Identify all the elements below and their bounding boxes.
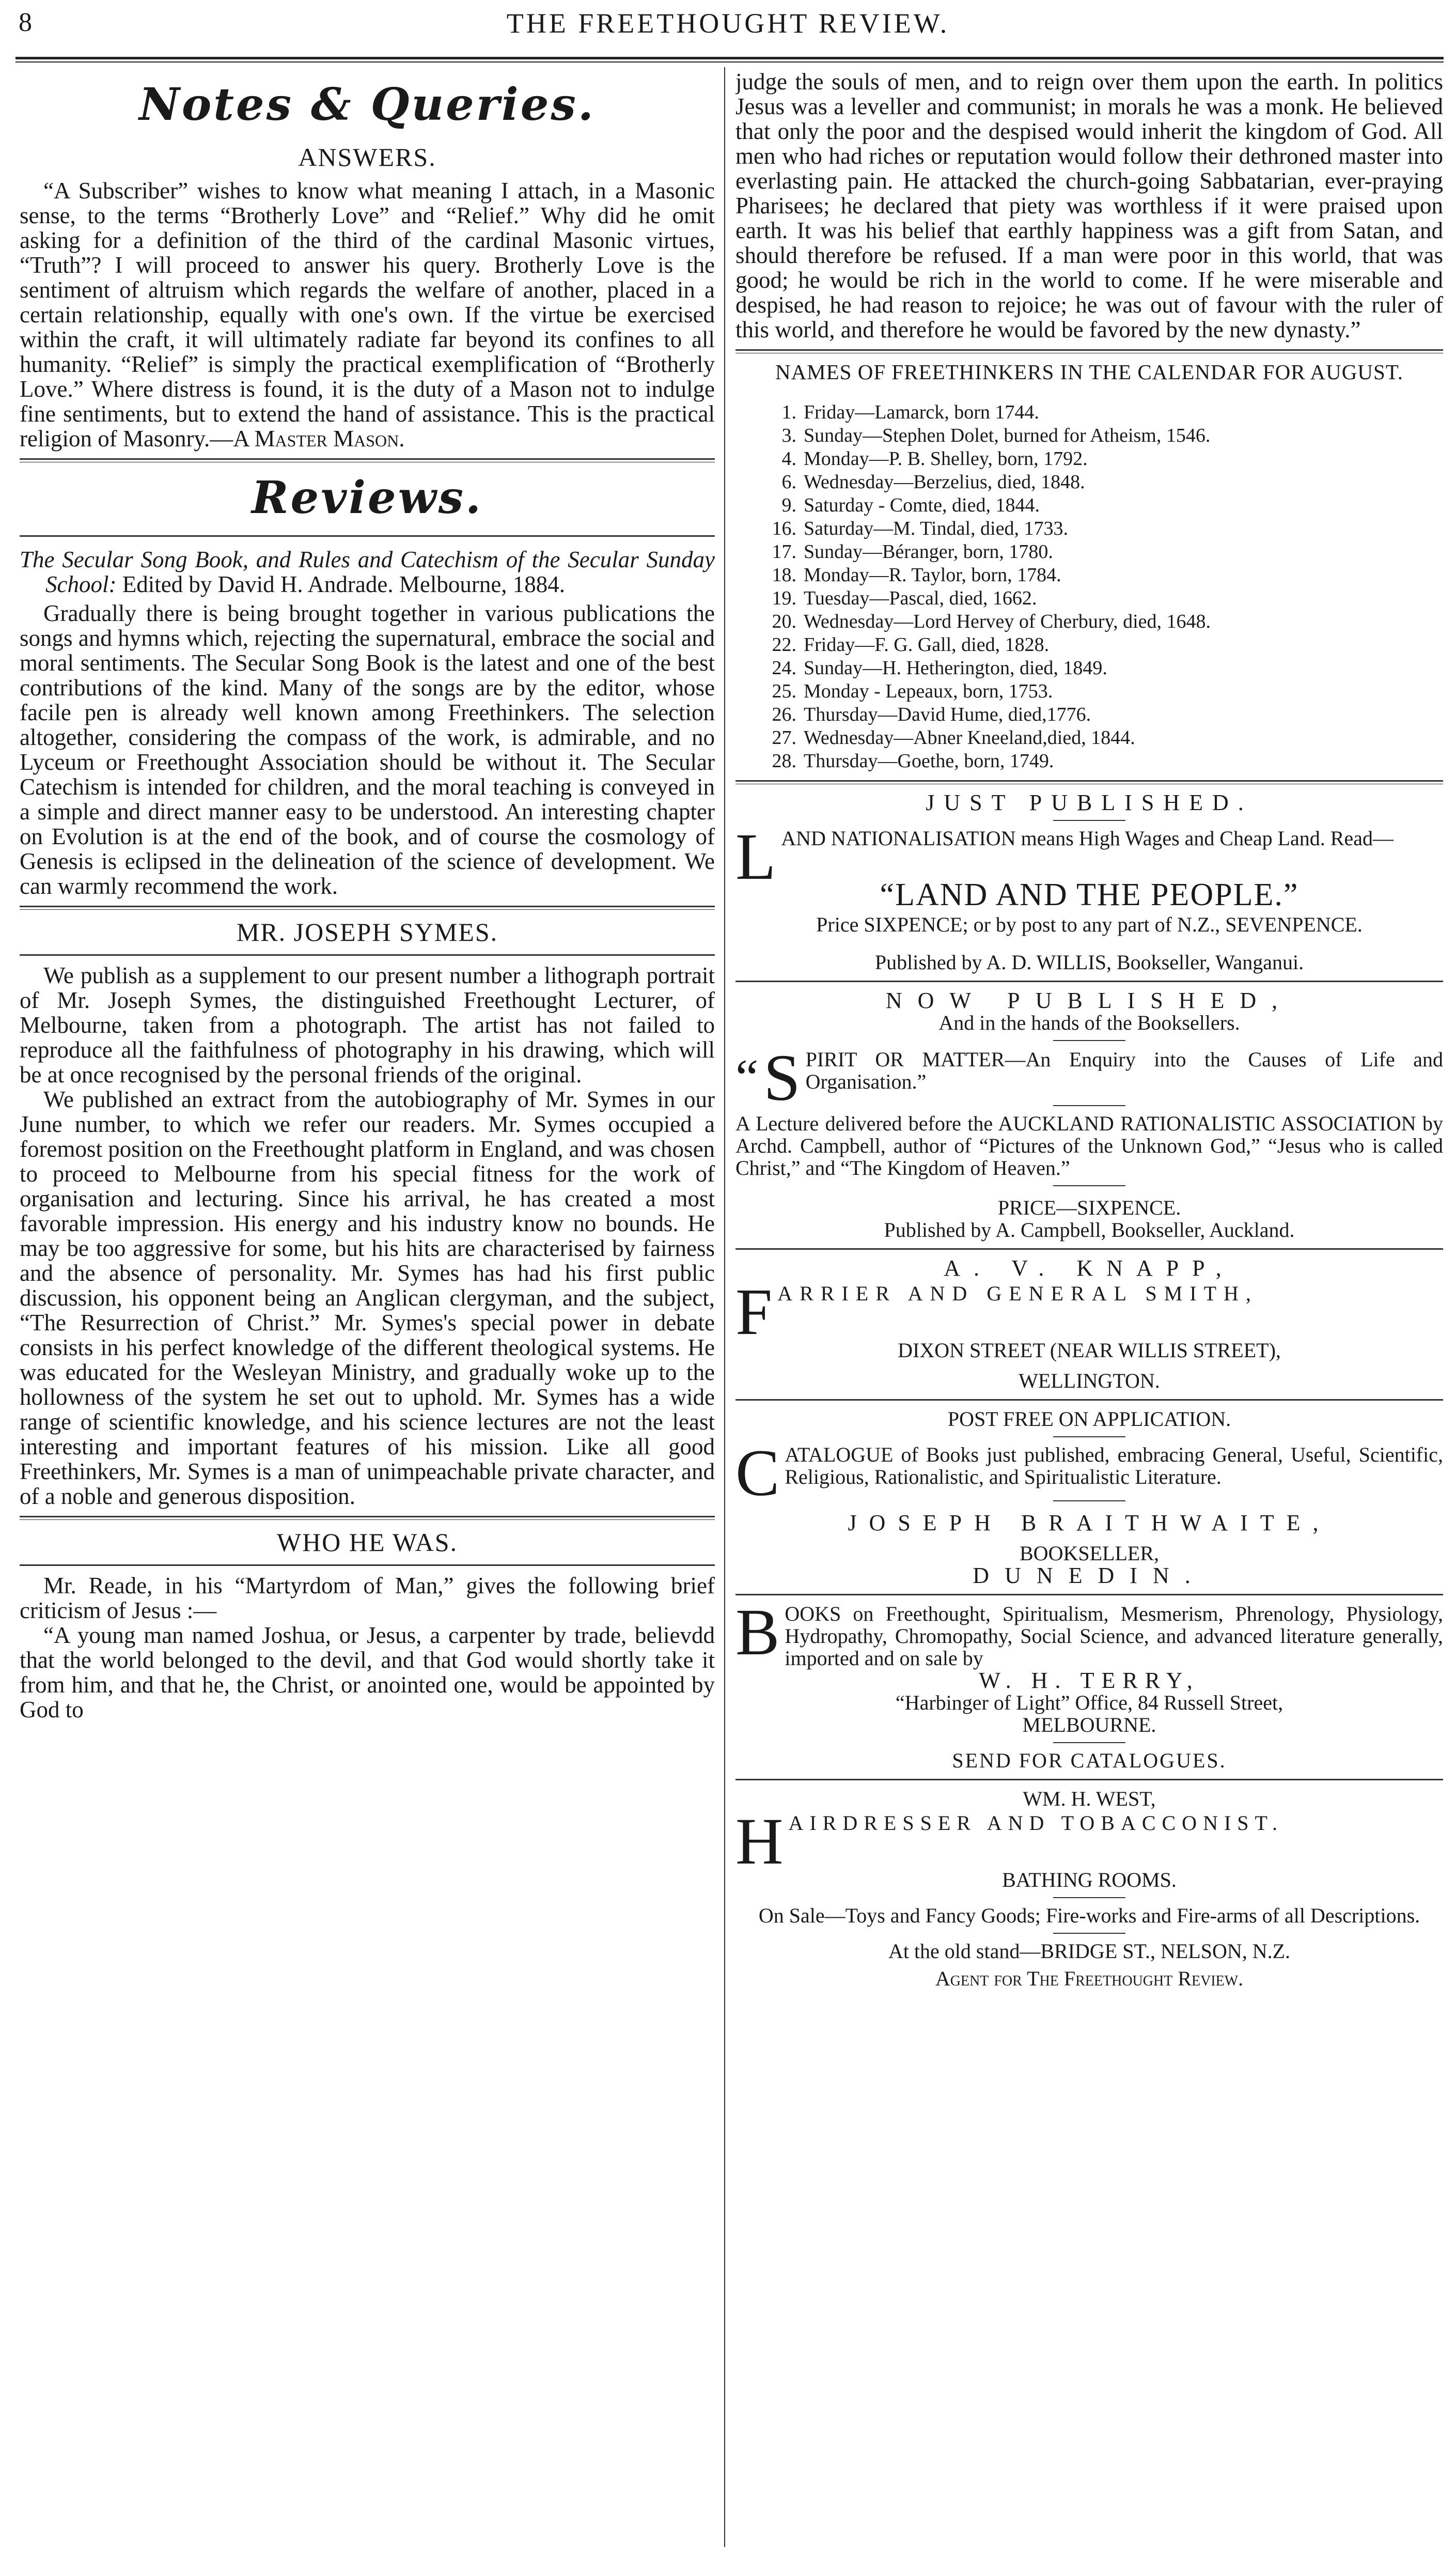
calendar-entry <box>765 633 1443 657</box>
calendar-entry <box>765 703 1443 726</box>
knapp-trade: ARRIER AND GENERAL SMITH, <box>777 1282 1258 1305</box>
calendar-text: Monday—R. Taylor, born, 1784. <box>804 564 1061 586</box>
short-rule <box>1053 1040 1125 1041</box>
section-rule <box>20 535 715 537</box>
spirit-dropcap: S <box>763 1041 801 1114</box>
symes-article <box>20 963 715 1509</box>
knapp-city: WELLINGTON. <box>1019 1369 1160 1392</box>
calendar-entry <box>765 750 1443 773</box>
calendar-entry <box>765 471 1443 494</box>
review-body <box>20 601 715 898</box>
section-rule <box>20 458 715 462</box>
west-dropcap: H <box>735 1805 784 1878</box>
calendar-entry <box>765 657 1443 680</box>
page-number: 8 <box>19 8 32 37</box>
knapp-address: DIXON STREET (NEAR WILLIS STREET), <box>898 1339 1281 1362</box>
west-agent: Agent for The Freethought Review. <box>935 1967 1244 1990</box>
terry-name: W. H. TERRY, <box>979 1668 1200 1693</box>
reviews-heading: Reviews. <box>252 472 483 524</box>
calendar-entry <box>765 517 1443 540</box>
calendar-text: Wednesday—Lord Hervey of Cherbury, died, 1648. <box>804 611 1211 632</box>
knapp-dropcap: F <box>735 1275 773 1348</box>
calendar-text: Wednesday—Berzelius, died, 1848. <box>804 471 1085 493</box>
calendar-text: Thursday—David Hume, died,1776. <box>804 704 1091 725</box>
catalogue-dropcap: C <box>735 1436 780 1510</box>
calendar-text: Sunday—H. Hetherington, died, 1849. <box>804 657 1107 679</box>
calendar-day: 3. <box>781 425 796 446</box>
short-rule <box>1053 1436 1125 1437</box>
section-rule <box>735 1399 1443 1401</box>
spirit-open-quote: “ <box>735 1049 759 1106</box>
who-he-was-article <box>20 1573 715 1722</box>
section-rule <box>735 1248 1443 1250</box>
section-rule <box>735 780 1443 784</box>
west-baths: BATHING ROOMS. <box>1002 1868 1177 1891</box>
calendar-day: 6. <box>781 471 796 493</box>
land-title: “LAND AND THE PEOPLE.” <box>880 877 1299 912</box>
braithwaite-city: DUNEDIN. <box>973 1563 1206 1588</box>
calendar-day: 28. <box>772 750 796 772</box>
calendar-day: 22. <box>772 634 796 656</box>
who-he-was-heading: WHO HE WAS. <box>276 1528 458 1557</box>
west-name: WM. H. WEST, <box>1023 1787 1156 1810</box>
now-published-sub: And in the hands of the Booksellers. <box>938 1011 1240 1034</box>
short-rule <box>1053 1933 1125 1934</box>
west-trade: AIRDRESSER AND TOBACCONIST. <box>788 1811 1283 1835</box>
calendar-entry <box>765 447 1443 471</box>
just-published-heading: JUST PUBLISHED. <box>926 790 1253 815</box>
journal-title: THE FREETHOUGHT REVIEW. <box>506 8 950 39</box>
calendar-day: 25. <box>772 680 796 702</box>
calendar-entry <box>765 424 1443 447</box>
west-stand: At the old stand—BRIDGE ST., NELSON, N.Z. <box>888 1939 1291 1963</box>
spirit-publisher: Published by A. Campbell, Bookseller, Auckland. <box>884 1218 1295 1241</box>
header-rule <box>15 57 1444 63</box>
land-dropcap: L <box>735 820 776 893</box>
column-divider <box>724 67 725 2547</box>
calendar-day: 20. <box>772 611 796 632</box>
answers-heading: ANSWERS. <box>298 143 436 172</box>
knapp-advertisement <box>735 1257 1443 1392</box>
calendar-entry <box>765 587 1443 610</box>
book-title: The Secular Song Book, and Rules and Catechism of the Secular Sunday School: <box>20 547 715 597</box>
review-text: Gradually there is being brought together in various publications the songs and hymns which, rejecting the supernatural, embrace the social and moral sentiments. The Secular Song Book is the latest and one of the best contributions of the kind. Many of the songs are by the editor, whose facile pen is already well known among Freethinkers. The selection altogether, considering the compass of the work, is admirable, and no Lyceum or Freethought Association should be without it. The Secular Catechism is intended for children, and the moral teaching is conveyed in a simple and direct manner easy to be understood. An interesting chapter on Evolution is at the end of the book, and of course the cosmology of Genesis is eclipsed in the delineation of the science of development. We can warmly recommend the work. <box>20 600 715 899</box>
who-he-was-quote-start: “A young man named Joshua, or Jesus, a carpenter by trade, believdd that the world belonged to the devil, and that God would shortly take it from him, and that he, the Christ, or anointed one, would be appointed by God to <box>20 1622 715 1722</box>
symes-heading: MR. JOSEPH SYMES. <box>236 918 498 946</box>
calendar-text: Wednesday—Abner Kneeland,died, 1844. <box>804 727 1135 749</box>
calendar-day: 19. <box>772 587 796 609</box>
spirit-title: PIRIT OR MATTER—An Enquiry into the Causes of Life and Organisation.” <box>805 1048 1443 1093</box>
spirit-advertisement <box>735 989 1443 1241</box>
calendar-day: 26. <box>772 704 796 725</box>
symes-paragraph-2: We published an extract from the autobiography of Mr. Symes in our June number, to which we refer our readers. Mr. Symes occupied a foremost position on the Freethought platform in England, and was chosen to proceed to Melbourne from his special fitness for the work of organisation and lecturing. Since his arrival, he has created a most favorable impression. His energy and his industry know no bounds. He may be too aggressive for some, but his hits are characterised by fairness and the absence of personality. Mr. Symes has had his first public discussion, his opponent being an Anglican clergyman, and the subject, “The Resurrection of Christ.” Mr. Symes's special power in debate consists in his perfect knowledge of the different theological systems. He was educated for the Wesleyan Ministry, and gradually woke up to the hollowness of the system he set out to uphold. Mr. Symes has a wide range of scientific knowledge, and his science lectures are not the least interesting and important features of his mission. Like all good Freethinkers, Mr. Symes is a man of unimpeachable private character, and of a noble and generous disposition. <box>20 1087 715 1509</box>
calendar-text: Monday—P. B. Shelley, born, 1792. <box>804 448 1088 470</box>
braithwaite-advertisement <box>735 1408 1443 1587</box>
section-rule <box>20 1564 715 1566</box>
terry-text: OOKS on Freethought, Spiritualism, Mesmerism, Phrenology, Physiology, Hydropathy, Chromopathy, Social Science, and advanced literature generally, imported and on sale by <box>785 1602 1443 1670</box>
terry-address: “Harbinger of Light” Office, 84 Russell Street, <box>895 1691 1283 1714</box>
calendar-day: 27. <box>772 727 796 749</box>
calendar-day: 9. <box>781 494 796 516</box>
spirit-lecture: A Lecture delivered before the AUCKLAND RATIONALISTIC ASSOCIATION by Archd. Campbell, author of “Pictures of the Unknown God,” “Jesus who is called Christ,” and “The Kingdom of Heaven.” <box>735 1112 1443 1179</box>
short-rule <box>1053 1500 1125 1501</box>
calendar-entry <box>765 494 1443 517</box>
section-rule <box>735 349 1443 353</box>
calendar-day: 18. <box>772 564 796 586</box>
calendar-entry <box>765 680 1443 703</box>
post-free: POST FREE ON APPLICATION. <box>947 1407 1231 1431</box>
answer-text: “A Subscriber” wishes to know what meaning I attach, in a Masonic sense, to the terms “Brotherly Love” and “Relief.” Why did he omit asking for a definition of the third of the cardinal Masonic virtues, “Truth”? I will proceed to answer his query. Brotherly Love is the sentiment of altruism which regards the welfare of another, placed in a certain relationship, equally with one's own. If the virtue be exercised within the craft, it will ultimately radiate far beyond its confines to all humanity. “Relief” is simply the practical exemplification of “Brotherly Love.” Where distress is found, it is the duty of a Mason not to indulge fine sentiments, but to extend the hand of assistance. This is the practical religion of Masonry.— <box>20 178 715 452</box>
terry-dropcap: B <box>735 1595 780 1669</box>
knapp-name: A. V. KNAPP, <box>944 1255 1235 1281</box>
short-rule <box>1053 1105 1125 1106</box>
calendar-text: Monday - Lepeaux, born, 1753. <box>804 680 1053 702</box>
calendar-list <box>735 401 1443 773</box>
answer-signature: A Master Mason. <box>233 426 405 452</box>
short-rule <box>1053 820 1125 821</box>
land-advertisement <box>735 791 1443 973</box>
who-he-was-intro: Mr. Reade, in his “Martyrdom of Man,” gives the following brief criticism of Jesus :— <box>20 1573 715 1623</box>
catalogue-text: ATALOGUE of Books just published, embracing General, Useful, Scientific, Religious, Rationalistic, and Spiritualistic Literature. <box>785 1443 1443 1488</box>
calendar-text: Sunday—Stephen Dolet, burned for Atheism, 1546. <box>804 425 1211 446</box>
calendar-text: Sunday—Béranger, born, 1780. <box>804 541 1053 563</box>
section-rule <box>735 1594 1443 1595</box>
calendar-entry <box>765 401 1443 424</box>
calendar-text: Saturday - Comte, died, 1844. <box>804 494 1040 516</box>
section-rule <box>20 954 715 956</box>
notes-queries-heading: Notes & Queries. <box>139 79 596 131</box>
calendar-day: 17. <box>772 541 796 563</box>
calendar-entry <box>765 610 1443 633</box>
land-publisher: Published by A. D. WILLIS, Bookseller, Wanganui. <box>874 951 1304 974</box>
short-rule <box>1053 1185 1125 1186</box>
braithwaite-name: JOSEPH BRAITHWAITE, <box>848 1510 1331 1535</box>
answer-paragraph <box>20 178 715 451</box>
land-price: Price SIXPENCE; or by post to any part of N.Z., SEVENPENCE. <box>816 913 1363 936</box>
calendar-entry <box>765 540 1443 564</box>
now-published-heading: NOW PUBLISHED, <box>885 988 1293 1013</box>
calendar-day: 1. <box>781 401 796 423</box>
answers-section <box>20 178 715 451</box>
spirit-price: PRICE—SIXPENCE. <box>997 1196 1181 1219</box>
terry-advertisement <box>735 1595 1443 1772</box>
section-rule <box>735 981 1443 982</box>
right-column <box>735 69 1443 1990</box>
short-rule <box>1053 1897 1125 1898</box>
left-column <box>20 69 715 1722</box>
calendar-day: 16. <box>772 518 796 539</box>
short-rule <box>1053 1742 1125 1743</box>
calendar-entry <box>765 726 1443 750</box>
west-sale: On Sale—Toys and Fancy Goods; Fire-works and Fire-arms of all Descriptions. <box>758 1904 1420 1927</box>
calendar-text: Thursday—Goethe, born, 1749. <box>804 750 1054 772</box>
calendar-entry <box>765 564 1443 587</box>
calendar-day: 24. <box>772 657 796 679</box>
section-rule <box>20 906 715 910</box>
braithwaite-trade: BOOKSELLER, <box>1020 1542 1159 1565</box>
west-advertisement <box>735 1788 1443 1990</box>
terry-city: MELBOURNE. <box>1022 1713 1156 1736</box>
symes-paragraph-1: We publish as a supplement to our present number a lithograph portrait of Mr. Joseph Symes, the distinguished Freethought Lecturer, of Melbourne, taken from a photograph. The artist has not failed to reproduce all the faithfulness of photography in his drawing, which will be at once recognised by the personal friends of the original. <box>20 963 715 1088</box>
book-details: Edited by David H. Andrade. Melbourne, 1884. <box>116 571 566 597</box>
calendar-heading: NAMES OF FREETHINKERS IN THE CALENDAR FOR AUGUST. <box>775 360 1404 384</box>
calendar-text: Friday—F. G. Gall, died, 1828. <box>804 634 1050 656</box>
calendar-day: 4. <box>781 448 796 470</box>
section-rule <box>20 1516 715 1520</box>
section-rule <box>735 1779 1443 1780</box>
review-citation <box>20 547 715 597</box>
calendar-text: Tuesday—Pascal, died, 1662. <box>804 587 1037 609</box>
who-he-was-quote-end: judge the souls of men, and to reign over them upon the earth. In politics Jesus was a leveller and communist; in morals he was a monk. He believed that only the poor and the despised would inherit the kingdom of God. All men who had riches or reputation would follow their dethroned master into everlasting pain. He attacked the church-going Sabbatarian, ever-praying Pharisees; he declared that piety was worthless if it were praised upon earth. It was his belief that earthly happiness was a gift from Satan, and should therefore be refused. If a man were poor in this world, that was good; he would be rich in the world to come. If he were miserable and despised, he had reason to rejoice; he was out of favour with the ruler of this world, and therefore he would be favored by the new dynasty.” <box>735 69 1443 343</box>
calendar-text: Friday—Lamarck, born 1744. <box>804 401 1039 423</box>
calendar-text: Saturday—M. Tindal, died, 1733. <box>804 518 1068 539</box>
who-he-was-continued <box>735 69 1443 342</box>
land-text: AND NATIONALISATION means High Wages and Cheap Land. Read— <box>781 827 1394 850</box>
send-catalogues: SEND FOR CATALOGUES. <box>952 1749 1227 1772</box>
